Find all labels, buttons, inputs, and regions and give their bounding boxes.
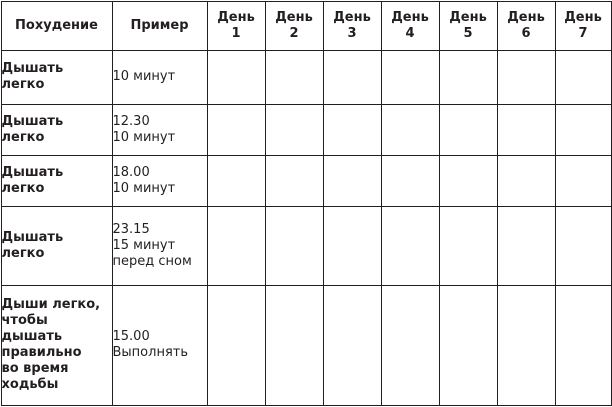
day-1-cell (207, 155, 265, 206)
example-cell: 10 минут (112, 50, 207, 104)
day-3-cell (323, 50, 381, 104)
column-header-example: Пример (112, 1, 207, 50)
day-2-cell (265, 50, 323, 104)
day-4-cell (381, 155, 439, 206)
day-1-cell (207, 50, 265, 104)
day-1-cell (207, 104, 265, 155)
day-7-cell (555, 155, 611, 206)
day-2-cell (265, 285, 323, 405)
day-6-cell (497, 206, 555, 285)
day-1-cell (207, 206, 265, 285)
column-header-day-2 (265, 1, 323, 50)
table-row (1, 104, 611, 155)
day-2-cell (265, 206, 323, 285)
day-6-cell (497, 104, 555, 155)
weight-loss-breathing-table (1, 1, 612, 406)
day-5-cell (439, 104, 497, 155)
column-header-day-4 (381, 1, 439, 50)
column-header-day-6 (497, 1, 555, 50)
column-header-activity: Похудение (1, 1, 112, 50)
example-cell: 15.00 Выполнять (112, 285, 207, 405)
table-row (1, 155, 611, 206)
day-6-cell (497, 50, 555, 104)
day-7-cell (555, 50, 611, 104)
day-1-cell (207, 285, 265, 405)
activity-cell: Дышать легко (1, 155, 112, 206)
activity-cell: Дышать легко (1, 50, 112, 104)
activity-cell: Дыши легко, чтобы дышать правильно во время ходьбы (1, 285, 112, 405)
example-cell: 18.00 10 минут (112, 155, 207, 206)
table-row (1, 50, 611, 104)
day-2-cell (265, 104, 323, 155)
day-5-cell (439, 50, 497, 104)
day-number: 5 (463, 25, 473, 41)
example-cell: 12.30 10 минут (112, 104, 207, 155)
day-3-cell (323, 155, 381, 206)
day-5-cell (439, 206, 497, 285)
day-word: День (449, 9, 487, 25)
day-word: День (391, 9, 429, 25)
table-row (1, 285, 611, 405)
day-number: 3 (347, 25, 357, 41)
day-7-cell (555, 206, 611, 285)
day-word: День (217, 9, 255, 25)
day-5-cell (439, 155, 497, 206)
day-3-cell (323, 206, 381, 285)
day-5-cell (439, 285, 497, 405)
day-4-cell (381, 206, 439, 285)
day-number: 4 (405, 25, 415, 41)
activity-cell: Дышать легко (1, 206, 112, 285)
day-6-cell (497, 155, 555, 206)
day-word: День (507, 9, 545, 25)
column-header-day-5 (439, 1, 497, 50)
day-4-cell (381, 104, 439, 155)
day-7-cell (555, 104, 611, 155)
day-4-cell (381, 285, 439, 405)
column-header-day-3 (323, 1, 381, 50)
day-7-cell (555, 285, 611, 405)
header-row (1, 1, 611, 50)
activity-cell: Дышать легко (1, 104, 112, 155)
column-header-day-1 (207, 1, 265, 50)
day-word: День (333, 9, 371, 25)
example-cell: 23.15 15 минут перед сном (112, 206, 207, 285)
day-word: День (275, 9, 313, 25)
day-number: 6 (521, 25, 531, 41)
table-row (1, 206, 611, 285)
day-2-cell (265, 155, 323, 206)
day-3-cell (323, 285, 381, 405)
day-number: 7 (578, 25, 588, 41)
day-number: 2 (289, 25, 299, 41)
column-header-day-7 (555, 1, 611, 50)
day-4-cell (381, 50, 439, 104)
day-3-cell (323, 104, 381, 155)
day-number: 1 (231, 25, 241, 41)
day-word: День (564, 9, 602, 25)
day-6-cell (497, 285, 555, 405)
